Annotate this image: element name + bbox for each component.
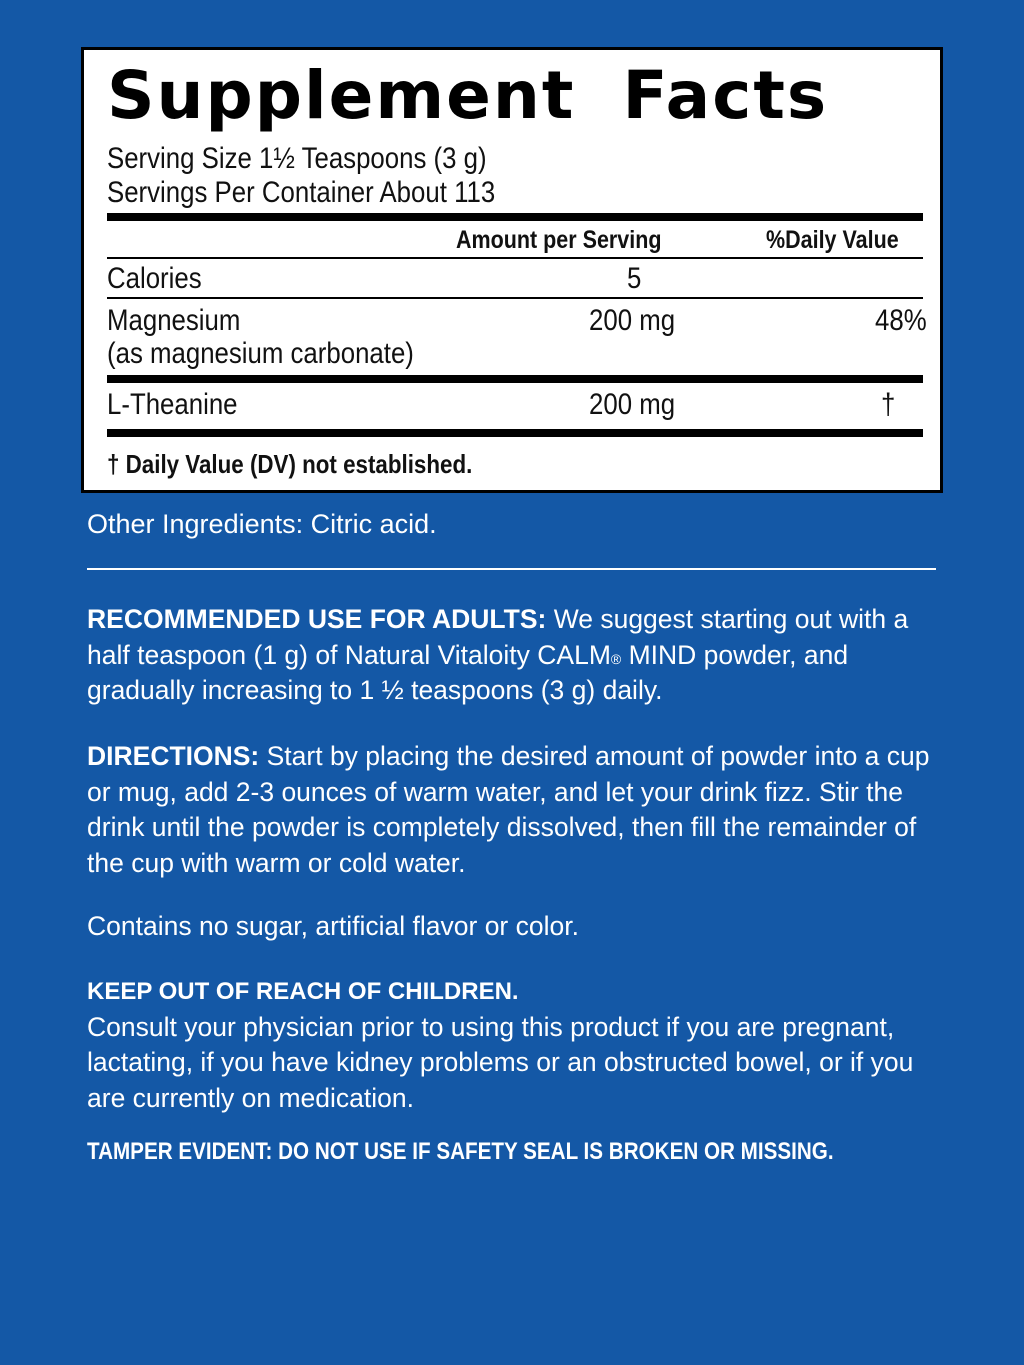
- row-magnesium-name: Magnesium: [107, 304, 241, 337]
- contains-statement: Contains no sugar, artificial flavor or color.: [87, 911, 579, 941]
- amount-per-serving-header: Amount per Serving: [456, 226, 662, 254]
- recommended-use-text-a: We suggest starting out with a half teaspoon (1 g) of Natural Vitaloity CALM: [87, 604, 909, 670]
- row-ltheanine-dv: †: [881, 388, 896, 421]
- divider: [87, 568, 936, 570]
- tamper-evident-notice: [87, 1137, 955, 1167]
- directions: [87, 739, 937, 881]
- daily-value-header: %Daily Value: [766, 226, 899, 254]
- row-magnesium-sub: (as magnesium carbonate): [107, 337, 414, 370]
- warning-text: Consult your physician prior to using this product if you are pregnant, lactating, if you have kidney problems or an obstructed bowel, or if you are currently on medication.: [87, 1011, 914, 1113]
- serving-size: Serving Size 1½ Teaspoons (3 g): [107, 142, 487, 175]
- directions-text: Start by placing the desired amount of powder into a cup or mug, add 2-3 ounces of warm water, and let your drink fizz. Stir the drink until the powder is completely dissolved, then fill the remainder of the cup with warm or cold water.: [87, 741, 930, 878]
- recommended-use: [87, 602, 937, 709]
- row-magnesium-amount: 200 mg: [589, 304, 676, 337]
- supplement-facts-panel: [81, 47, 943, 493]
- row-calories-amount: 5: [627, 262, 642, 295]
- warning: [87, 974, 937, 1116]
- row-calories-name: Calories: [107, 262, 202, 295]
- other-ingredients: Other Ingredients: Citric acid.: [87, 509, 437, 539]
- tamper-evident-text: TAMPER EVIDENT: DO NOT USE IF SAFETY SEAL IS BROKEN OR MISSING.: [87, 1138, 834, 1165]
- thin-rule: [107, 297, 923, 299]
- thick-rule: [107, 213, 923, 221]
- thick-rule: [107, 429, 923, 437]
- dv-footnote: † Daily Value (DV) not established.: [107, 449, 473, 479]
- thick-rule: [107, 375, 923, 383]
- warning-heading: KEEP OUT OF REACH OF CHILDREN.: [87, 978, 519, 1005]
- registered-mark: ®: [610, 650, 622, 667]
- row-ltheanine-amount: 200 mg: [589, 388, 676, 421]
- row-magnesium-dv: 48%: [875, 304, 927, 337]
- directions-heading: DIRECTIONS:: [87, 741, 260, 771]
- recommended-use-text-b: MIND powder, and gradually increasing to 1 ½ teaspoons (3 g) daily.: [87, 639, 849, 705]
- row-ltheanine-name: L-Theanine: [107, 388, 238, 421]
- servings-per-container: Servings Per Container About 113: [107, 176, 496, 209]
- thin-rule: [107, 257, 923, 259]
- recommended-use-heading: RECOMMENDED USE FOR ADULTS:: [87, 604, 547, 634]
- facts-title: Supplement Facts: [107, 57, 829, 134]
